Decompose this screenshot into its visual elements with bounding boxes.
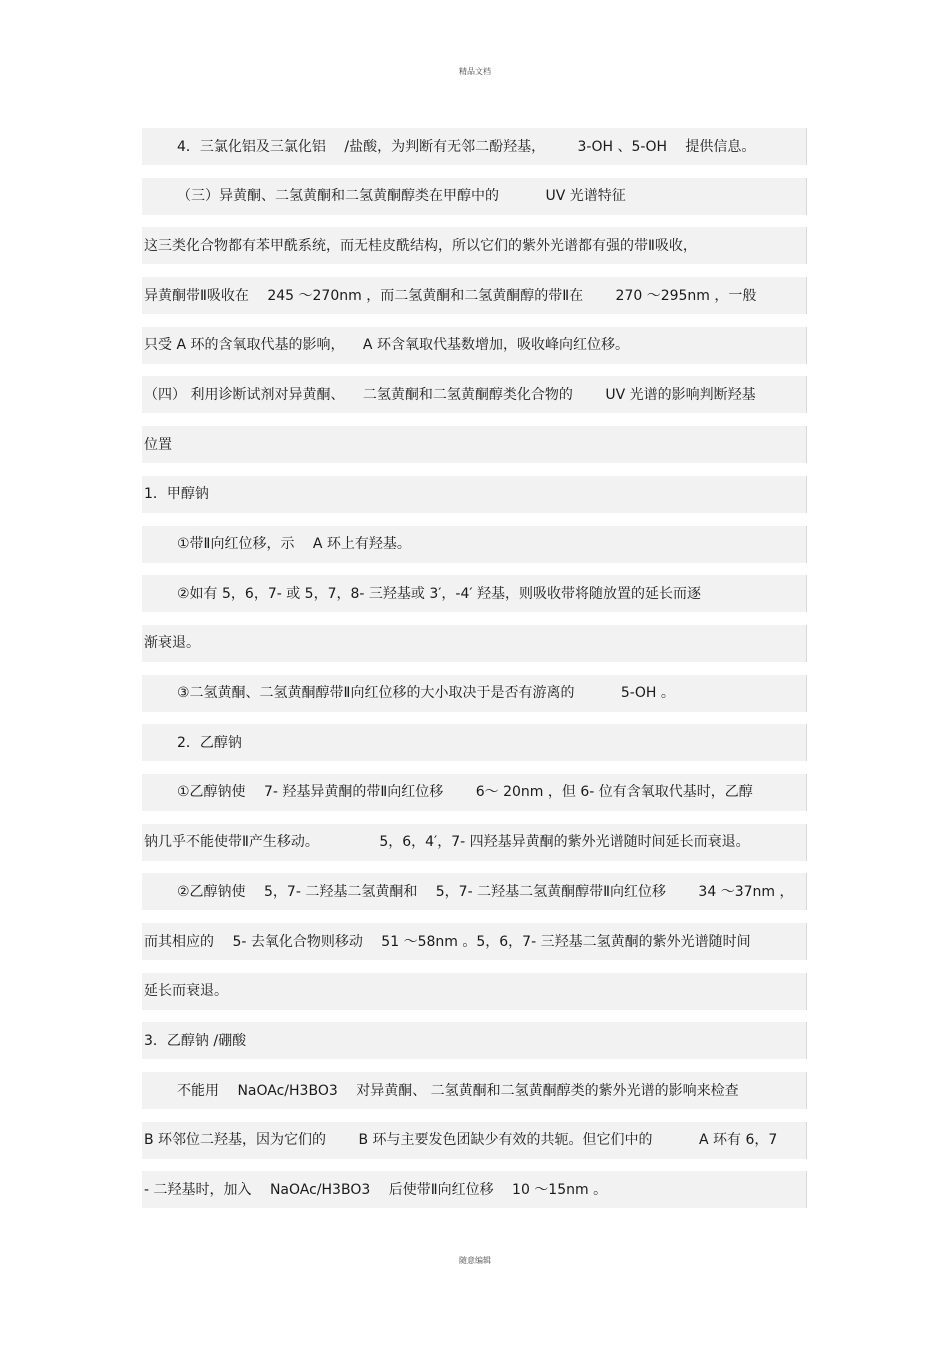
text-line: （四） 利用诊断试剂对异黄酮、 二氢黄酮和二氢黄酮醇类化合物的 UV 光谱的影响判断羟基 — [142, 376, 807, 413]
page-header: 精品文档 — [459, 67, 491, 76]
text-line: 1．甲醇钠 — [142, 476, 807, 513]
text-line: ②乙醇钠使 5，7- 二羟基二氢黄酮和 5，7- 二羟基二氢黄酮醇带Ⅱ向红位移 34 ～37nm ， — [142, 873, 807, 910]
text-line: 渐衰退。 — [142, 625, 807, 662]
text-line: - 二羟基时，加入 NaOAc/H3BO3 后使带Ⅱ向红位移 10 ～15nm 。 — [142, 1171, 807, 1208]
page-footer: 随意编辑 — [459, 1256, 491, 1265]
text-line: B 环邻位二羟基，因为它们的 B 环与主要发色团缺少有效的共轭。但它们中的 A 环有 6，7 — [142, 1122, 807, 1159]
text-line: 位置 — [142, 426, 807, 463]
text-line: 只受 A 环的含氧取代基的影响， A 环含氧取代基数增加，吸收峰向红位移。 — [142, 327, 807, 364]
text-line: 而其相应的 5- 去氧化合物则移动 51 ～58nm 。5，6，7- 三羟基二氢黄酮的紫外光谱随时间 — [142, 923, 807, 960]
text-line: ②如有 5，6，7- 或 5，7，8- 三羟基或 3′，-4′ 羟基，则吸收带将随放置的延长而逐 — [142, 575, 807, 612]
text-line: ①乙醇钠使 7- 羟基异黄酮的带Ⅱ向红位移 6～ 20nm ，但 6- 位有含氧取代基时，乙醇 — [142, 774, 807, 811]
text-line: ①带Ⅱ向红位移，示 A 环上有羟基。 — [142, 526, 807, 563]
text-line: 这三类化合物都有苯甲酰系统，而无桂皮酰结构，所以它们的紫外光谱都有强的带Ⅱ吸收， — [142, 227, 807, 264]
text-line: 不能用 NaOAc/H3BO3 对异黄酮、 二氢黄酮和二氢黄酮醇类的紫外光谱的影响来检查 — [142, 1072, 807, 1109]
text-line: 4．三氯化铝及三氯化铝 /盐酸，为判断有无邻二酚羟基， 3-OH 、5-OH 提供信息。 — [142, 128, 807, 165]
text-line: 钠几乎不能使带Ⅱ产生移动。 5，6，4′，7- 四羟基异黄酮的紫外光谱随时间延长而衰退。 — [142, 824, 807, 861]
text-line: 3．乙醇钠 /硼酸 — [142, 1022, 807, 1059]
text-line: ③二氢黄酮、二氢黄酮醇带Ⅱ向红位移的大小取决于是否有游离的 5-OH 。 — [142, 675, 807, 712]
text-line: 延长而衰退。 — [142, 973, 807, 1010]
text-line: 异黄酮带Ⅱ吸收在 245 ～270nm ，而二氢黄酮和二氢黄酮醇的带Ⅱ在 270 ～295nm ，一般 — [142, 277, 807, 314]
text-line: （三）异黄酮、二氢黄酮和二氢黄酮醇类在甲醇中的 UV 光谱特征 — [142, 178, 807, 215]
text-line: 2．乙醇钠 — [142, 724, 807, 761]
document-body — [142, 128, 807, 1221]
